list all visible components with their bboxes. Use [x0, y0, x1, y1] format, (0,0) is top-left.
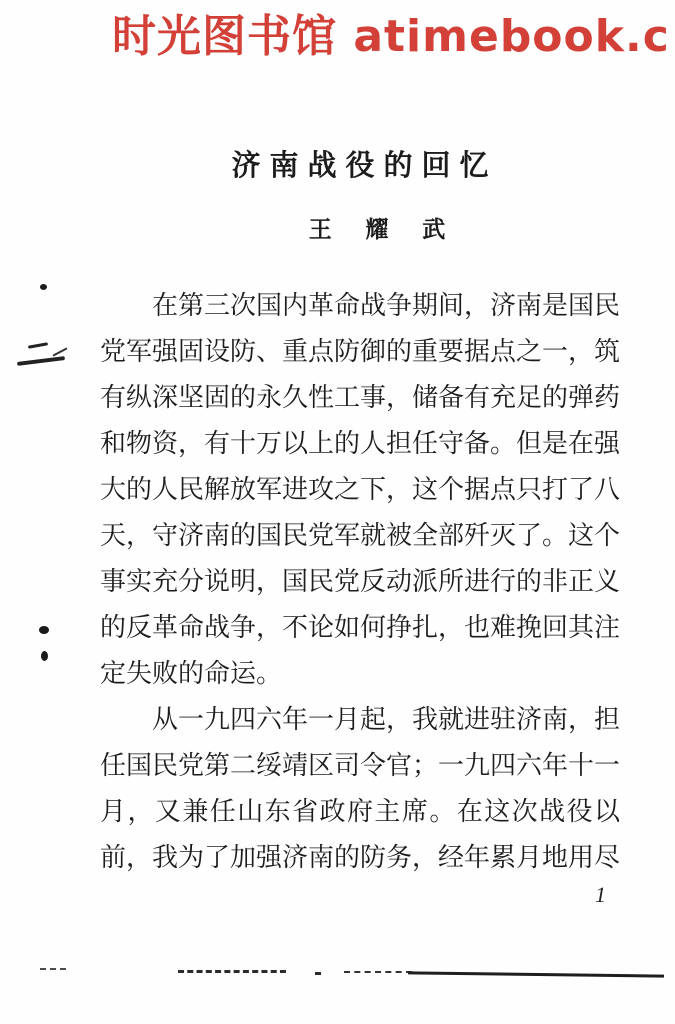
text-line: 天，守济南的国民党军就被全部歼灭了。这个: [100, 521, 620, 550]
text-line: 任国民党第二绥靖区司令官；一九四六年十一: [100, 751, 620, 780]
text-line: 党军强固设防、重点防御的重要据点之一，筑: [100, 337, 620, 366]
text-line: 事实充分说明，国民党反动派所进行的非正义: [100, 567, 620, 596]
ink-dot: [41, 651, 48, 661]
text-line: 和物资，有十万以上的人担任守备。但是在强: [100, 429, 620, 458]
bottom-rule-segment: [315, 972, 321, 975]
bottom-rule-segment: [344, 971, 412, 973]
page-number: 1: [595, 882, 606, 907]
text-line: 的反革命战争，不论如何挣扎，也难挽回其注: [100, 613, 620, 642]
pen-mark: [17, 356, 65, 366]
bottom-rule-segment: [408, 971, 664, 977]
text-line: 在第三次国内革命战争期间，济南是国民: [152, 291, 620, 320]
text-line: 前，我为了加强济南的防务，经年累月地用尽: [100, 843, 620, 872]
text-line: 大的人民解放军进攻之下，这个据点只打了八: [100, 475, 620, 504]
text-line: 有纵深坚固的永久性工事，储备有充足的弹药: [100, 383, 620, 412]
watermark-text: 时光图书馆 atimebook.c: [112, 11, 670, 62]
bottom-rule-segment: [40, 968, 66, 970]
author-name: 王 耀 武: [308, 217, 460, 242]
text-line: 从一九四六年一月起，我就进驻济南，担: [152, 705, 620, 734]
body-text: [100, 283, 620, 881]
pen-mark: [52, 347, 67, 356]
bottom-rule-segment: [178, 970, 286, 973]
text-line: 定失败的命运。: [100, 659, 283, 688]
text-line: 月，又兼任山东省政府主席。在这次战役以: [100, 797, 620, 826]
page-title: 济南战役的回忆: [231, 150, 498, 182]
ink-dot: [40, 284, 47, 290]
pen-mark: [28, 342, 48, 348]
ink-dot: [39, 626, 49, 634]
